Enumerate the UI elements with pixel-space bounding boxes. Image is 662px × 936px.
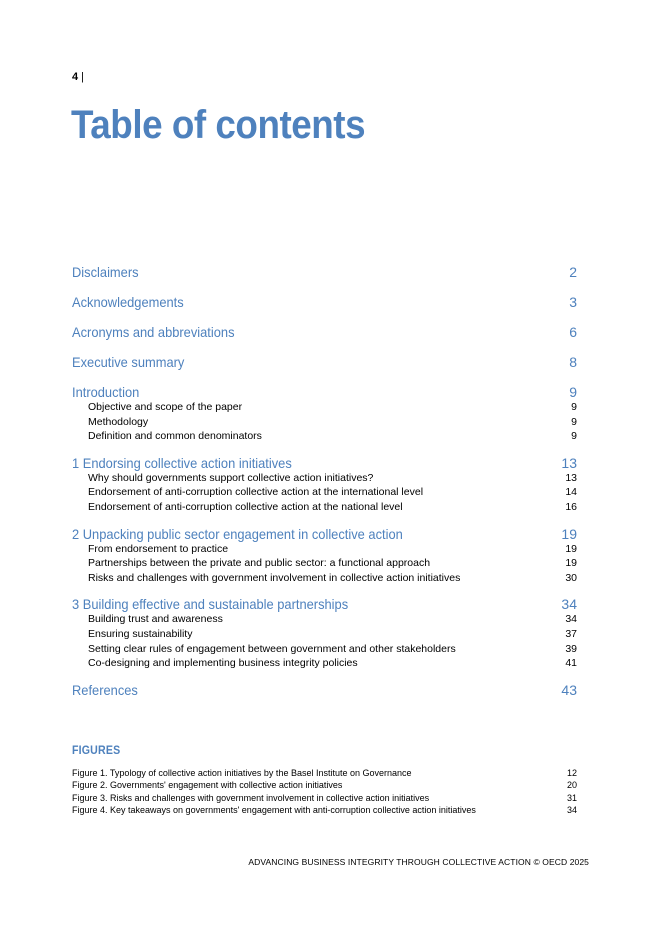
toc-subentry-partnerships-between-the-private-and-public-sector-a-functional-approach[interactable]	[72, 556, 577, 571]
page-number-separator: |	[81, 71, 84, 83]
toc-entry-page: 39	[565, 642, 577, 655]
figure-entry-3[interactable]	[72, 792, 577, 804]
toc-subentry-endorsement-of-anti-corruption-collective-action-at-the-national-level[interactable]	[72, 500, 577, 515]
toc-entry-3-building-effective-and-sustainable-partnerships[interactable]	[72, 594, 577, 614]
toc-entry-label: Objective and scope of the paper	[88, 401, 243, 413]
toc-entry-label: Executive summary	[72, 354, 185, 370]
toc-entry-label: 1 Endorsing collective action initiatives	[72, 454, 292, 471]
toc-subentry-risks-and-challenges-with-government-involvement-in-collective-action-initiatives[interactable]	[72, 571, 577, 586]
toc-subentry-why-should-governments-support-collective-action-initiatives[interactable]	[72, 471, 577, 486]
toc-entry-page: 19	[565, 557, 577, 570]
toc-entry-page: 19	[565, 542, 577, 555]
toc-entry-page: 41	[565, 657, 577, 670]
toc-subentry-co-designing-and-implementing-business-integrity-policies[interactable]	[72, 656, 577, 671]
toc-entry-page: 16	[565, 500, 577, 513]
toc-subentry-definition-and-common-denominators[interactable]	[72, 429, 577, 444]
toc-entry-label: From endorsement to practice	[88, 542, 229, 555]
figures-list	[72, 767, 577, 817]
toc-entry-label: References	[72, 681, 138, 698]
figure-entry-label: Figure 1. Typology of collective action initiatives by the Basel Institute on Governance	[72, 768, 412, 778]
figure-entry-page: 20	[566, 780, 577, 791]
toc-entry-label: Acknowledgements	[72, 294, 184, 310]
toc-entry-acknowledgements[interactable]	[72, 292, 577, 312]
toc-subentry-ensuring-sustainability[interactable]	[72, 627, 577, 642]
toc-entry-label: Risks and challenges with government involvement in collective action initiatives	[88, 571, 461, 584]
toc-entry-label: Endorsement of anti-corruption collective action at the national level	[88, 500, 403, 513]
toc-entry-references[interactable]	[72, 680, 577, 700]
toc-entry-page: 3	[569, 294, 577, 310]
toc-entry-page: 43	[561, 681, 577, 698]
toc-entry-label: Ensuring sustainability	[88, 627, 193, 640]
toc-entry-label: Co-designing and implementing business integrity policies	[88, 657, 358, 670]
toc-entry-page: 34	[561, 596, 577, 613]
figure-entry-2[interactable]	[72, 779, 577, 791]
toc-entry-label: Setting clear rules of engagement between government and other stakeholders	[88, 642, 456, 655]
toc-entry-page: 2	[569, 264, 577, 280]
page-number-value: 4	[72, 71, 79, 83]
toc-entry-label: Why should governments support collective action initiatives?	[88, 471, 374, 484]
figure-entry-4[interactable]	[72, 804, 577, 816]
figure-entry-page: 34	[566, 805, 577, 816]
figure-entry-label: Figure 3. Risks and challenges with government involvement in collective action initiatives	[72, 792, 430, 803]
toc-subentry-from-endorsement-to-practice[interactable]	[72, 542, 577, 557]
toc-subentry-methodology[interactable]	[72, 415, 577, 430]
figure-entry-label: Figure 4. Key takeaways on governments' engagement with anti-corruption collective action initiatives	[72, 805, 476, 816]
toc-entry-page: 14	[565, 486, 577, 499]
page-number	[72, 70, 84, 84]
figure-entry-page: 12	[566, 768, 577, 778]
toc-entry-label: Introduction	[72, 384, 140, 400]
toc-entry-page: 30	[565, 571, 577, 584]
page-footer: ADVANCING BUSINESS INTEGRITY THROUGH COLLECTIVE ACTION © OECD 2025	[248, 857, 589, 867]
toc-entry-introduction[interactable]	[72, 382, 577, 402]
toc-entry-page: 34	[565, 613, 577, 626]
toc-entry-page: 13	[565, 471, 577, 484]
toc-entry-disclaimers[interactable]	[72, 262, 577, 282]
toc-entry-1-endorsing-collective-action-initiatives[interactable]	[72, 453, 577, 473]
figures-heading: FIGURES	[72, 745, 121, 757]
toc-entry-page: 19	[561, 525, 577, 542]
toc-entry-label: Disclaimers	[72, 264, 139, 280]
toc-entry-label: 3 Building effective and sustainable partnerships	[72, 596, 349, 613]
toc-entry-label: Definition and common denominators	[88, 430, 262, 443]
toc-entry-label: 2 Unpacking public sector engagement in collective action	[72, 525, 403, 542]
toc-entry-page: 8	[569, 354, 577, 370]
toc-entry-page: 6	[569, 324, 577, 340]
figure-entry-page: 31	[566, 792, 577, 803]
toc-entry-page: 9	[569, 384, 577, 400]
toc-entry-page: 9	[571, 401, 577, 413]
toc-subentry-objective-and-scope-of-the-paper[interactable]	[72, 400, 577, 415]
toc-entry-page: 37	[565, 627, 577, 640]
toc-entry-label: Partnerships between the private and public sector: a functional approach	[88, 557, 431, 570]
toc-entry-label: Acronyms and abbreviations	[72, 324, 235, 340]
toc-entry-page: 13	[561, 454, 577, 471]
toc-entry-label: Methodology	[88, 415, 149, 428]
toc-entry-executive-summary[interactable]	[72, 352, 577, 372]
table-of-contents	[72, 262, 577, 700]
toc-entry-label: Endorsement of anti-corruption collective action at the international level	[88, 486, 424, 499]
toc-entry-page: 9	[571, 430, 577, 443]
figure-entry-label: Figure 2. Governments' engagement with collective action initiatives	[72, 780, 343, 791]
toc-subentry-endorsement-of-anti-corruption-collective-action-at-the-international-level[interactable]	[72, 485, 577, 500]
figure-entry-1[interactable]	[72, 767, 577, 779]
toc-entry-label: Building trust and awareness	[88, 613, 223, 626]
toc-subentry-building-trust-and-awareness[interactable]	[72, 612, 577, 627]
toc-entry-2-unpacking-public-sector-engagement-in-collective-action[interactable]	[72, 524, 577, 544]
toc-entry-acronyms-and-abbreviations[interactable]	[72, 322, 577, 342]
page-title: Table of contents	[71, 103, 366, 147]
toc-subentry-setting-clear-rules-of-engagement-between-government-and-other-stakeholders[interactable]	[72, 642, 577, 657]
toc-entry-page: 9	[571, 415, 577, 428]
